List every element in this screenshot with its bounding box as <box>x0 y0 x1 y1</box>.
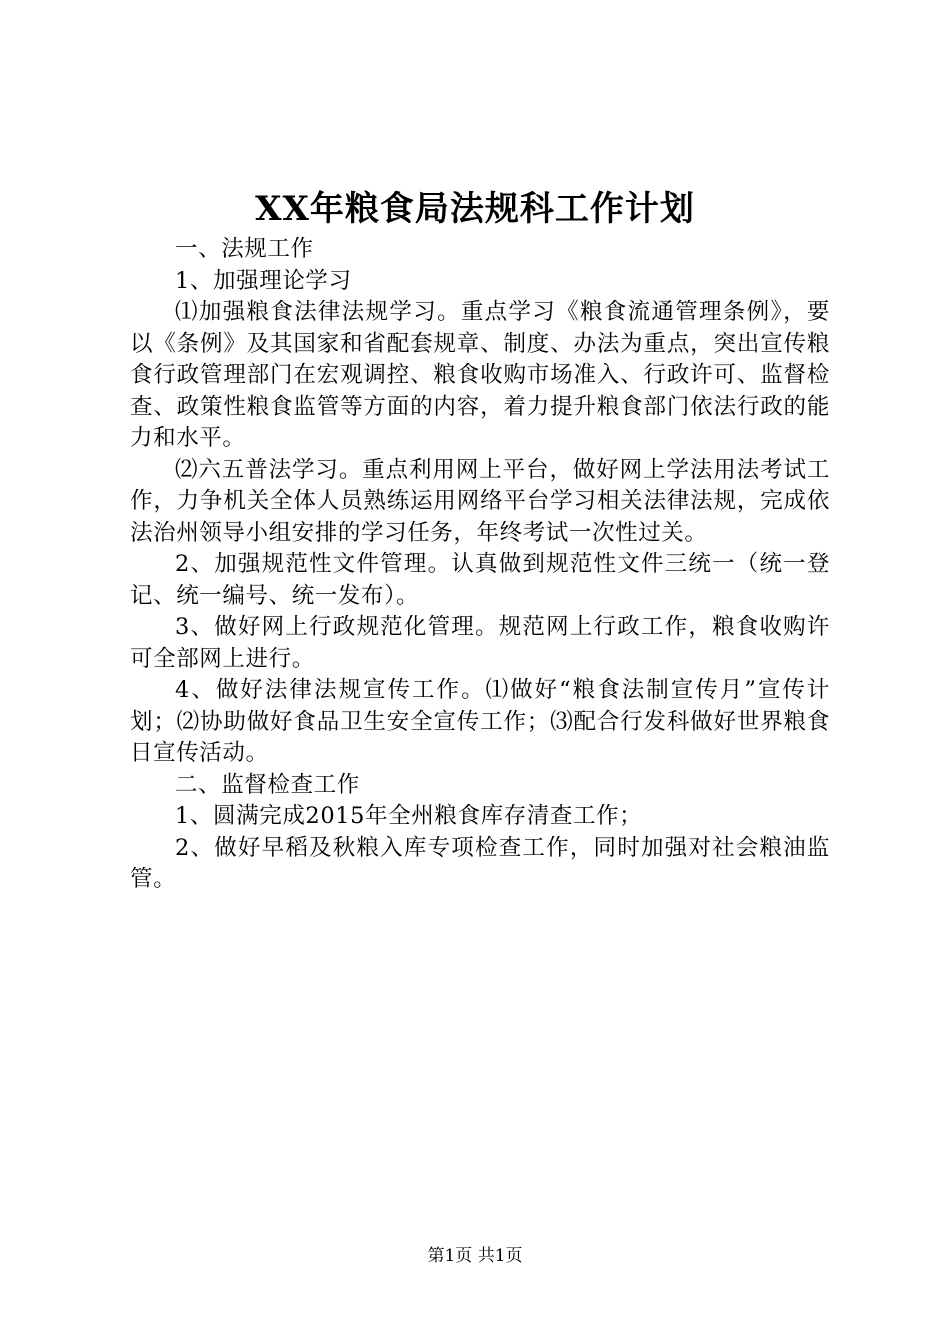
section-heading: 一、法规工作 <box>175 236 314 262</box>
document-title: XX年粮食局法规科工作计划 <box>255 189 695 229</box>
paragraph: 4、做好法律法规宣传工作。⑴做好“粮食法制宣传月”宣传计划；⑵协助做好食品卫生安全宣传工作；⑶配合行发科做好世界粮食日宣传活动。 <box>130 677 830 766</box>
document-body <box>130 234 830 896</box>
paragraph: 2、做好早稻及秋粮入库专项检查工作，同时加强对社会粮油监管。 <box>130 834 830 892</box>
section-heading: 二、监督检查工作 <box>175 771 360 798</box>
paragraph: 1、圆满完成2015年全州粮食库存清查工作； <box>175 803 643 829</box>
paragraph: ⑵六五普法学习。重点利用网上平台，做好网上学法用法考试工作，力争机关全体人员熟练运用网络平台学习相关法律法规，完成依法治州领导小组安排的学习任务，年终考试一次性过关。 <box>130 456 830 546</box>
paragraph: ⑴加强粮食法律法规学习。重点学习《粮食流通管理条例》，要以《条例》及其国家和省配套规章、制度、办法为重点，突出宣传粮食行政管理部门在宏观调控、粮食收购市场准入、行政许可、监督检查、政策性粮食监管等方面的内容，着力提升粮食部门依法行政的能力和水平。 <box>130 299 830 451</box>
paragraph: 2、加强规范性文件管理。认真做到规范性文件三统一（统一登记、统一编号、统一发布）。 <box>130 551 830 609</box>
subsection-heading: 1、加强理论学习 <box>175 267 352 294</box>
page-footer: 第1页 共1页 <box>427 1246 523 1266</box>
paragraph: 3、做好网上行政规范化管理。规范网上行政工作，粮食收购许可全部网上进行。 <box>130 614 830 672</box>
